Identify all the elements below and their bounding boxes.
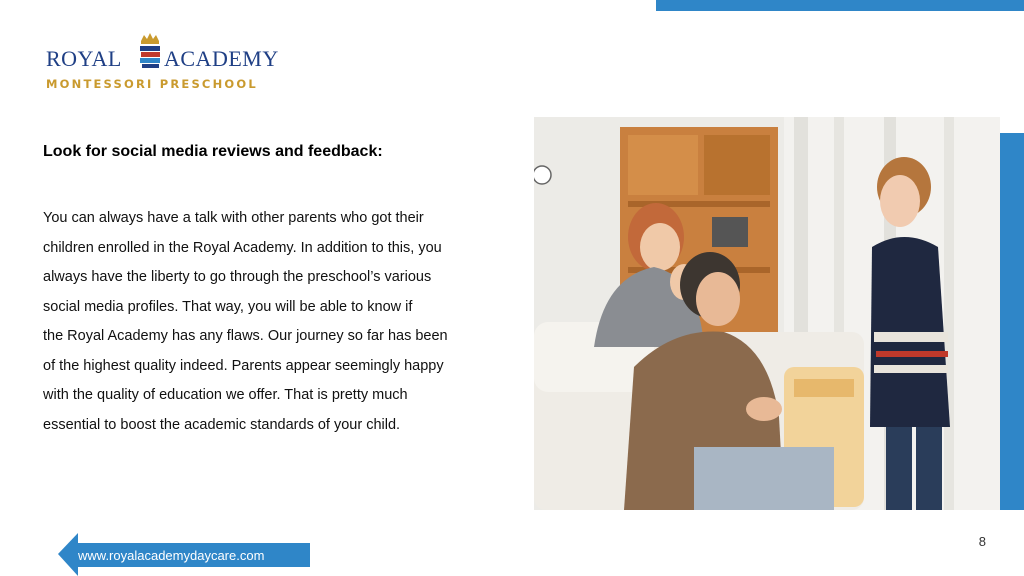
logo-text-academy: ACADEMY — [164, 46, 279, 71]
website-link[interactable]: www.royalacademydaycare.com — [78, 548, 265, 563]
website-url-tag[interactable] — [58, 533, 310, 576]
section-heading: Look for social media reviews and feedback: — [43, 143, 383, 160]
body-line: social media profiles. That way, you will be able to know if — [43, 298, 413, 315]
page-number: 8 — [978, 534, 986, 549]
body-line: children enrolled in the Royal Academy. In addition to this, you — [43, 239, 442, 256]
body-line: You can always have a talk with other parents who got their — [43, 210, 424, 226]
top-accent-bar — [656, 0, 1024, 11]
logo-text-royal: ROYAL — [46, 46, 122, 71]
body-line: with the quality of education we offer. That is pretty much — [43, 387, 408, 403]
side-accent-bar — [1000, 133, 1024, 510]
body-line: of the highest quality indeed. Parents appear seemingly happy — [43, 357, 444, 374]
arrow-left-icon — [58, 533, 78, 576]
royal-academy-logo — [46, 32, 286, 94]
logo-subtitle: MONTESSORI PRESCHOOL — [46, 77, 258, 91]
body-line: the Royal Academy has any flaws. Our journey so far has been — [43, 328, 448, 344]
family-conversation-photo — [534, 117, 1000, 510]
crown-books-crest-icon — [138, 32, 162, 70]
body-line: essential to boost the academic standards of your child. — [43, 416, 401, 433]
body-paragraph — [43, 204, 523, 440]
body-line: always have the liberty to go through the preschool’s various — [43, 269, 432, 285]
